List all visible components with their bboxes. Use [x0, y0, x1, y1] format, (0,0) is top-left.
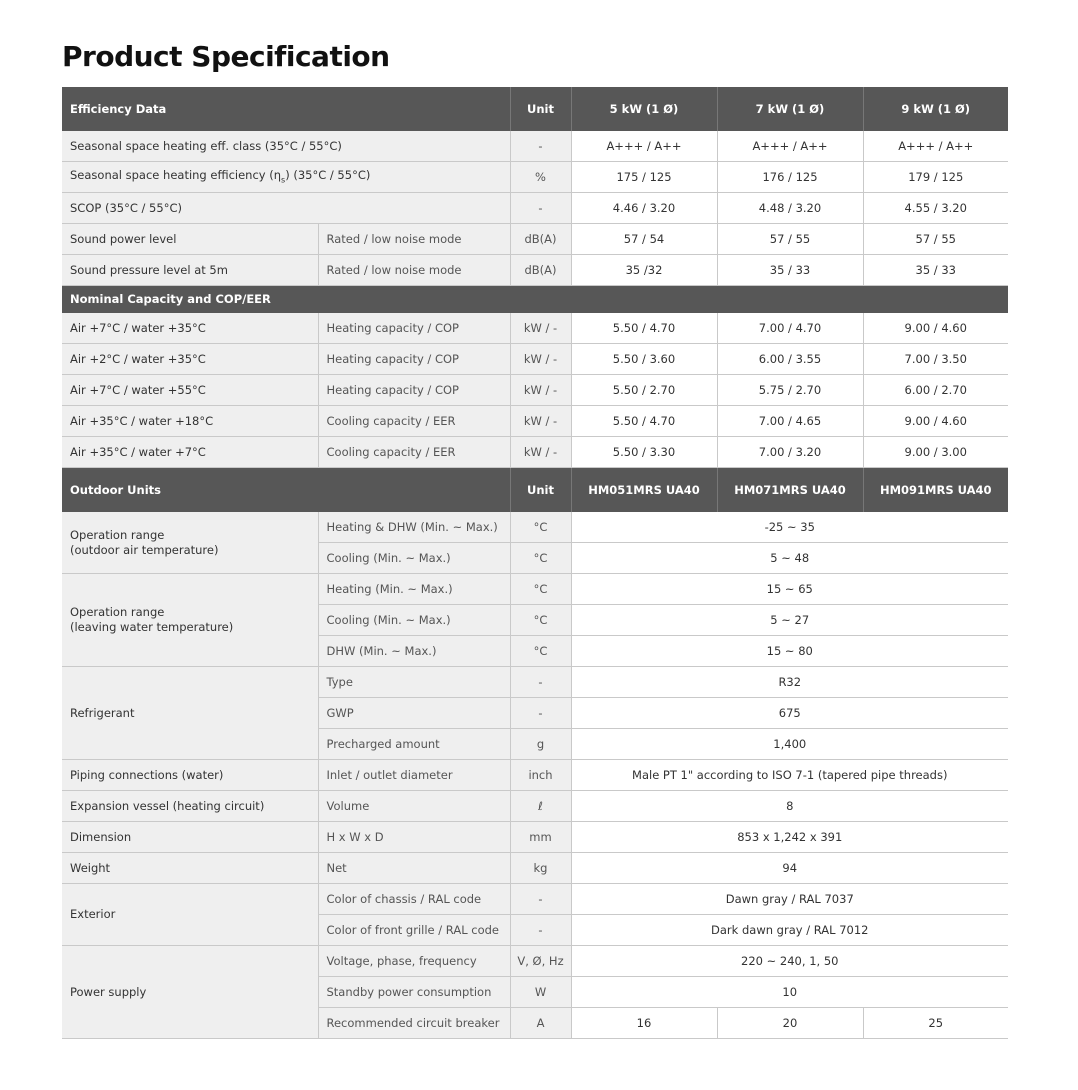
value-cell: 853 x 1,242 x 391	[571, 822, 1008, 853]
row-unit: -	[510, 884, 571, 915]
row-unit: °C	[510, 543, 571, 574]
row-unit: dB(A)	[510, 255, 571, 286]
row-label: Air +7°C / water +35°C	[62, 313, 318, 344]
value-cell: 25	[863, 1008, 1008, 1039]
model-header-9kw: 9 kW (1 Ø)	[863, 87, 1008, 131]
row-sublabel: Cooling (Min. ~ Max.)	[318, 543, 510, 574]
table-row	[62, 574, 1008, 605]
value-cell: 1,400	[571, 729, 1008, 760]
row-label: Piping connections (water)	[62, 760, 318, 791]
efficiency-header-label: Efficiency Data	[62, 87, 510, 131]
value-cell: 8	[571, 791, 1008, 822]
value-cell: 7.00 / 4.65	[717, 406, 863, 437]
row-unit: g	[510, 729, 571, 760]
row-unit: kW / -	[510, 344, 571, 375]
label-line: Operation range	[70, 527, 165, 542]
value-cell: 6.00 / 2.70	[863, 375, 1008, 406]
table-row	[62, 131, 1008, 162]
table-row	[62, 437, 1008, 468]
value-cell: 9.00 / 3.00	[863, 437, 1008, 468]
label-subscript: s	[281, 175, 286, 185]
value-cell: 10	[571, 977, 1008, 1008]
value-cell: 20	[717, 1008, 863, 1039]
table-row	[62, 344, 1008, 375]
row-unit: kW / -	[510, 313, 571, 344]
row-unit: W	[510, 977, 571, 1008]
value-cell: 675	[571, 698, 1008, 729]
row-sublabel: Recommended circuit breaker	[318, 1008, 510, 1039]
row-unit: inch	[510, 760, 571, 791]
value-cell: 94	[571, 853, 1008, 884]
table-row	[62, 406, 1008, 437]
row-label: Expansion vessel (heating circuit)	[62, 791, 318, 822]
row-unit: °C	[510, 512, 571, 543]
row-sublabel: Color of chassis / RAL code	[318, 884, 510, 915]
value-cell: 5.50 / 3.60	[571, 344, 717, 375]
row-label: Air +35°C / water +18°C	[62, 406, 318, 437]
label-line: (leaving water temperature)	[70, 620, 234, 634]
row-label	[62, 162, 510, 193]
row-sublabel: Heating & DHW (Min. ~ Max.)	[318, 512, 510, 543]
value-cell: 6.00 / 3.55	[717, 344, 863, 375]
row-unit: -	[510, 667, 571, 698]
row-label: Air +2°C / water +35°C	[62, 344, 318, 375]
row-label: Exterior	[62, 884, 318, 946]
row-unit: ℓ	[510, 791, 571, 822]
row-label: Air +7°C / water +55°C	[62, 375, 318, 406]
table-row	[62, 313, 1008, 344]
row-sublabel: Voltage, phase, frequency	[318, 946, 510, 977]
label-line: Operation range	[70, 605, 165, 620]
value-cell: 57 / 55	[863, 224, 1008, 255]
row-sublabel: Volume	[318, 791, 510, 822]
unit-header: Unit	[510, 468, 571, 513]
value-cell: 9.00 / 4.60	[863, 406, 1008, 437]
value-cell: 15 ~ 65	[571, 574, 1008, 605]
value-cell: 35 /32	[571, 255, 717, 286]
table-row	[62, 946, 1008, 977]
row-unit: mm	[510, 822, 571, 853]
value-cell: A+++ / A++	[863, 131, 1008, 162]
value-cell: R32	[571, 667, 1008, 698]
value-cell: 5.50 / 2.70	[571, 375, 717, 406]
table-row	[62, 255, 1008, 286]
model-header-hm091: HM091MRS UA40	[863, 468, 1008, 513]
row-unit: %	[510, 162, 571, 193]
row-unit: °C	[510, 605, 571, 636]
value-cell: 57 / 55	[717, 224, 863, 255]
row-unit: dB(A)	[510, 224, 571, 255]
value-cell: 57 / 54	[571, 224, 717, 255]
row-label	[62, 574, 318, 667]
value-cell: 5.75 / 2.70	[717, 375, 863, 406]
row-label: Sound power level	[62, 224, 318, 255]
row-unit: kg	[510, 853, 571, 884]
table-row	[62, 162, 1008, 193]
row-sublabel: DHW (Min. ~ Max.)	[318, 636, 510, 667]
value-cell: 4.55 / 3.20	[863, 193, 1008, 224]
value-cell: -25 ~ 35	[571, 512, 1008, 543]
row-unit: kW / -	[510, 406, 571, 437]
value-cell: 5 ~ 27	[571, 605, 1008, 636]
label-line: (outdoor air temperature)	[70, 542, 219, 557]
row-unit: -	[510, 698, 571, 729]
value-cell: 16	[571, 1008, 717, 1039]
value-cell: 9.00 / 4.60	[863, 313, 1008, 344]
row-sublabel: Heating capacity / COP	[318, 375, 510, 406]
value-cell: A+++ / A++	[571, 131, 717, 162]
row-sublabel: H x W x D	[318, 822, 510, 853]
value-cell: 7.00 / 3.50	[863, 344, 1008, 375]
row-sublabel: Standby power consumption	[318, 977, 510, 1008]
model-header-hm071: HM071MRS UA40	[717, 468, 863, 513]
table-row	[62, 193, 1008, 224]
table-row	[62, 822, 1008, 853]
row-sublabel: GWP	[318, 698, 510, 729]
row-unit: -	[510, 131, 571, 162]
row-unit: kW / -	[510, 375, 571, 406]
outdoor-header-label: Outdoor Units	[62, 468, 510, 513]
table-row	[62, 667, 1008, 698]
row-unit: kW / -	[510, 437, 571, 468]
outdoor-header-row	[62, 468, 1008, 513]
nominal-header-label: Nominal Capacity and COP/EER	[62, 286, 571, 314]
row-label: Air +35°C / water +7°C	[62, 437, 318, 468]
row-sublabel: Heating (Min. ~ Max.)	[318, 574, 510, 605]
row-sublabel: Heating capacity / COP	[318, 313, 510, 344]
unit-header: Unit	[510, 87, 571, 131]
model-header-hm051: HM051MRS UA40	[571, 468, 717, 513]
row-sublabel: Heating capacity / COP	[318, 344, 510, 375]
row-sublabel: Cooling capacity / EER	[318, 406, 510, 437]
row-sublabel: Color of front grille / RAL code	[318, 915, 510, 946]
table-row	[62, 760, 1008, 791]
row-sublabel: Cooling capacity / EER	[318, 437, 510, 468]
row-unit: °C	[510, 636, 571, 667]
spec-table	[62, 87, 1008, 1039]
page-title: Product Specification	[62, 40, 390, 73]
value-cell: Male PT 1" according to ISO 7-1 (tapered pipe threads)	[571, 760, 1008, 791]
value-cell: 5.50 / 4.70	[571, 406, 717, 437]
value-cell: 175 / 125	[571, 162, 717, 193]
value-cell: Dawn gray / RAL 7037	[571, 884, 1008, 915]
row-label: Sound pressure level at 5m	[62, 255, 318, 286]
table-row	[62, 512, 1008, 543]
row-unit: °C	[510, 574, 571, 605]
table-row	[62, 224, 1008, 255]
row-label	[62, 512, 318, 574]
table-row	[62, 853, 1008, 884]
table-row	[62, 375, 1008, 406]
value-cell: Dark dawn gray / RAL 7012	[571, 915, 1008, 946]
value-cell: A+++ / A++	[717, 131, 863, 162]
row-label: Seasonal space heating eff. class (35°C / 55°C)	[62, 131, 510, 162]
value-cell: 5.50 / 3.30	[571, 437, 717, 468]
table-row	[62, 884, 1008, 915]
row-sublabel: Cooling (Min. ~ Max.)	[318, 605, 510, 636]
label-part: ) (35°C / 55°C)	[285, 168, 371, 183]
value-cell: 4.46 / 3.20	[571, 193, 717, 224]
row-unit: -	[510, 915, 571, 946]
row-sublabel: Rated / low noise mode	[318, 255, 510, 286]
row-unit: -	[510, 193, 571, 224]
row-label: Refrigerant	[62, 667, 318, 760]
value-cell: 35 / 33	[717, 255, 863, 286]
value-cell: 7.00 / 4.70	[717, 313, 863, 344]
value-cell: 220 ~ 240, 1, 50	[571, 946, 1008, 977]
row-unit: A	[510, 1008, 571, 1039]
row-sublabel: Rated / low noise mode	[318, 224, 510, 255]
row-label: Weight	[62, 853, 318, 884]
value-cell: 35 / 33	[863, 255, 1008, 286]
row-sublabel: Type	[318, 667, 510, 698]
efficiency-header-row	[62, 87, 1008, 131]
row-label: Dimension	[62, 822, 318, 853]
value-cell: 15 ~ 80	[571, 636, 1008, 667]
nominal-header-fill	[571, 286, 1008, 314]
label-part: Seasonal space heating efficiency (η	[70, 168, 282, 183]
value-cell: 7.00 / 3.20	[717, 437, 863, 468]
row-sublabel: Inlet / outlet diameter	[318, 760, 510, 791]
value-cell: 5.50 / 4.70	[571, 313, 717, 344]
value-cell: 176 / 125	[717, 162, 863, 193]
value-cell: 179 / 125	[863, 162, 1008, 193]
row-unit: V, Ø, Hz	[510, 946, 571, 977]
row-sublabel: Net	[318, 853, 510, 884]
table-row	[62, 791, 1008, 822]
row-sublabel: Precharged amount	[318, 729, 510, 760]
model-header-7kw: 7 kW (1 Ø)	[717, 87, 863, 131]
value-cell: 4.48 / 3.20	[717, 193, 863, 224]
model-header-5kw: 5 kW (1 Ø)	[571, 87, 717, 131]
row-label: SCOP (35°C / 55°C)	[62, 193, 510, 224]
value-cell: 5 ~ 48	[571, 543, 1008, 574]
nominal-header-row	[62, 286, 1008, 314]
row-label: Power supply	[62, 946, 318, 1039]
